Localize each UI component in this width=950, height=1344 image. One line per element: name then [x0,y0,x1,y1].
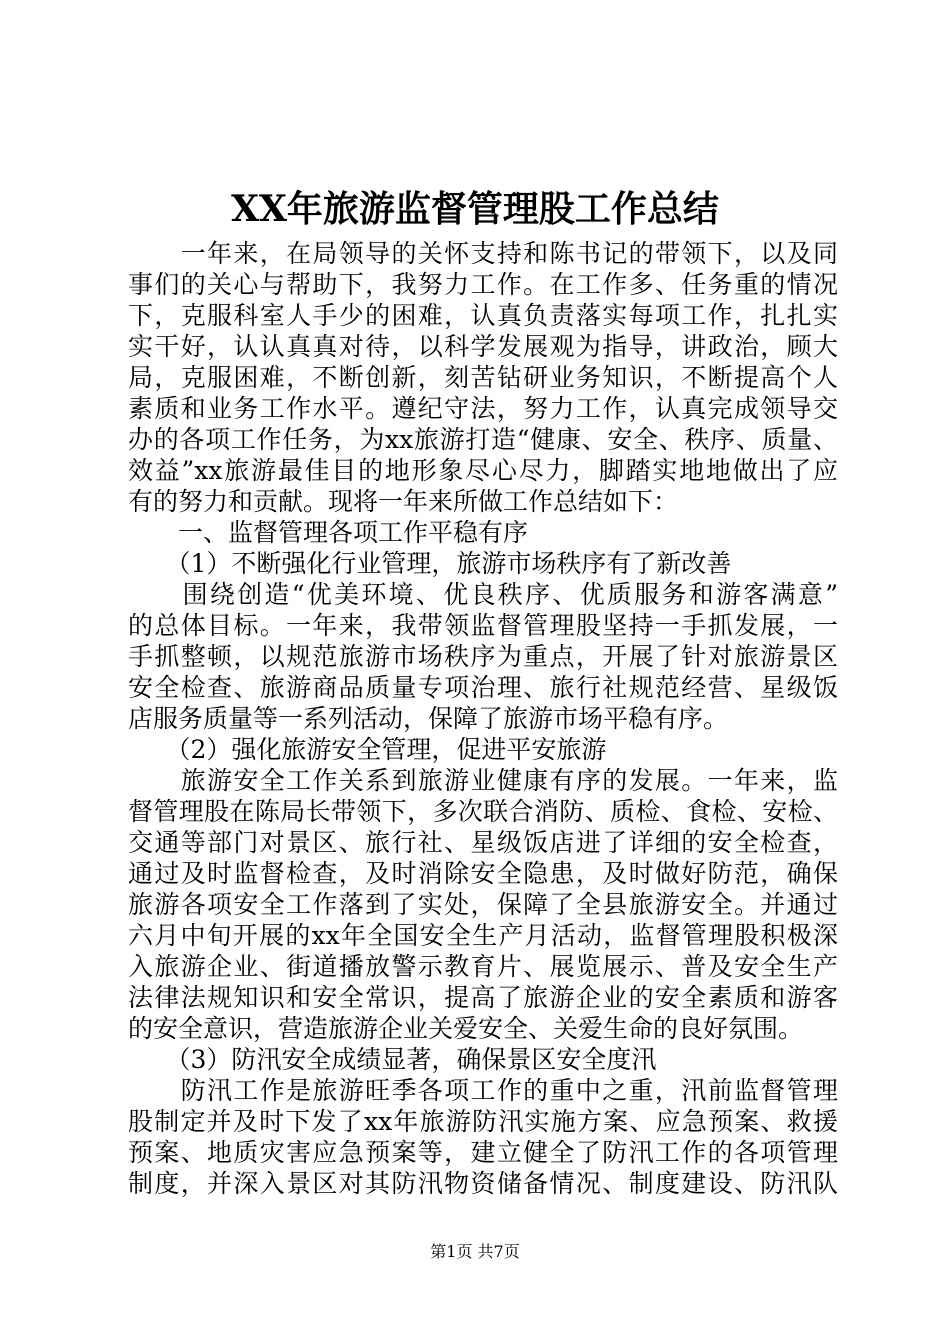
text-line: 办的各项工作任务，为xx旅游打造“健康、安全、秩序、质量、 [128,425,838,454]
text-line: 股制定并及时下发了xx年旅游防汛实施方案、应急预案、救援 [128,1107,838,1136]
text-line: 交通等部门对景区、旅行社、星级饭店进了详细的安全检查， [128,828,838,857]
text-line: 手抓整顿，以规范旅游市场秩序为重点，开展了针对旅游景区 [128,642,838,671]
text-line: 局，克服困难，不断创新，刻苦钻研业务知识，不断提高个人 [128,363,838,392]
text-line: （1）不断强化行业管理，旅游市场秩序有了新改善 [128,549,732,578]
text-line: 制度，并深入景区对其防汛物资储备情况、制度建设、防汛队 [128,1169,838,1198]
text-line: 防汛工作是旅游旺季各项工作的重中之重，汛前监督管理 [128,1076,838,1105]
text-line: 一、监督管理各项工作平稳有序 [128,518,529,547]
text-line: （2）强化旅游安全管理，促进平安旅游 [128,735,607,764]
text-line: 入旅游企业、街道播放警示教育片、展览展示、普及安全生产 [128,952,838,981]
text-line: 法律法规知识和安全常识，提高了旅游企业的安全素质和游客 [128,983,838,1012]
text-line: 下，克服科室人手少的困难，认真负责落实每项工作，扎扎实 [128,301,838,330]
text-line: 督管理股在陈局长带领下，多次联合消防、质检、食检、安检、 [128,797,838,826]
text-line: 预案、地质灾害应急预案等，建立健全了防汛工作的各项管理 [128,1138,838,1167]
text-line: 六月中旬开展的xx年全国安全生产月活动，监督管理股积极深 [128,921,838,950]
text-line: 围绕创造“优美环境、优良秩序、优质服务和游客满意” [128,580,838,609]
text-line: 事们的关心与帮助下，我努力工作。在工作多、任务重的情况 [128,270,838,299]
text-line: 的安全意识，营造旅游企业关爱安全、关爱生命的良好氛围。 [128,1014,804,1043]
text-line: 安全检查、旅游商品质量专项治理、旅行社规范经营、星级饭 [128,673,838,702]
text-line: 旅游安全工作关系到旅游业健康有序的发展。一年来，监 [128,766,838,795]
text-line: 通过及时监督检查，及时消除安全隐患，及时做好防范，确保 [128,859,838,888]
text-line: 一年来，在局领导的关怀支持和陈书记的带领下，以及同 [128,239,838,268]
document-title: XX年旅游监督管理股工作总结 [231,188,719,230]
page-footer: 第1页 共7页 [430,1242,520,1261]
text-line: 效益”xx旅游最佳目的地形象尽心尽力，脚踏实地地做出了应 [128,456,838,485]
text-line: 店服务质量等一系列活动，保障了旅游市场平稳有序。 [128,704,729,733]
text-line: （3）防汛安全成绩显著，确保景区安全度汛 [128,1045,657,1074]
text-line: 实干好，认认真真对待，以科学发展观为指导，讲政治，顾大 [128,332,838,361]
document-body [128,238,838,1199]
text-line: 旅游各项安全工作落到了实处，保障了全县旅游安全。并通过 [128,890,838,919]
text-line: 的总体目标。一年来，我带领监督管理股坚持一手抓发展，一 [128,611,838,640]
text-line: 有的努力和贡献。现将一年来所做工作总结如下： [128,487,679,516]
text-line: 素质和业务工作水平。遵纪守法，努力工作，认真完成领导交 [128,394,838,423]
